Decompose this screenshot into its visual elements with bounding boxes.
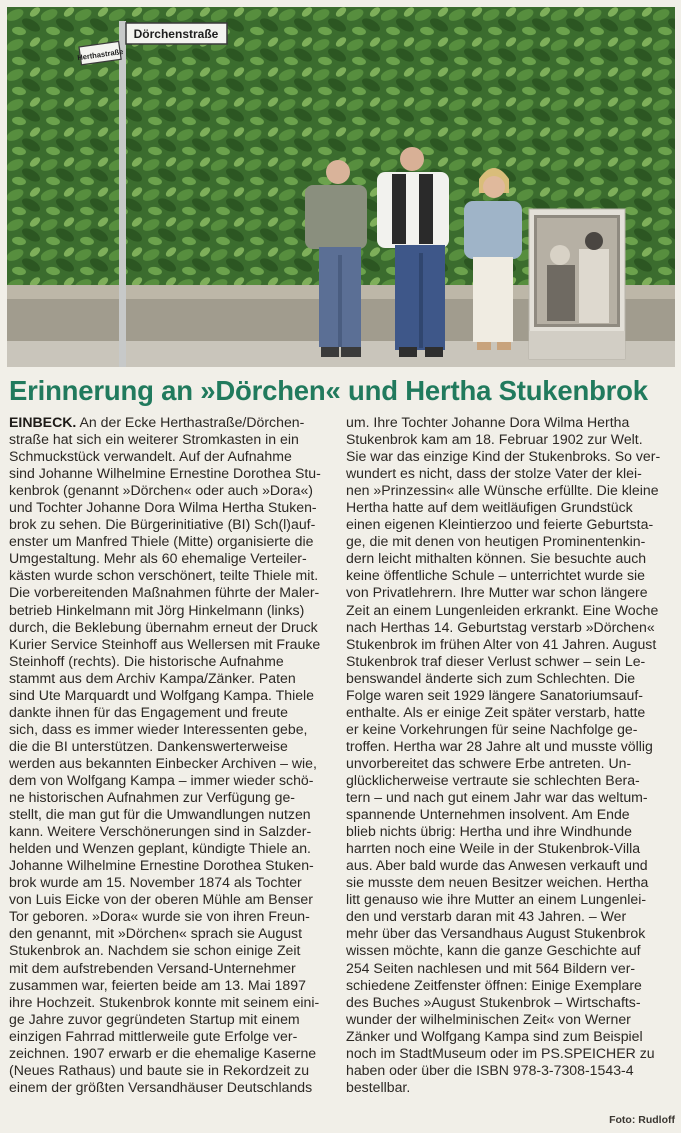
- street-sign-doerchenstrasse: Dörchenstraße: [133, 27, 219, 41]
- article-text-line: den genannt, mit »Dörchen« sprach sie August: [9, 925, 303, 942]
- article-text-line: Stukenbrok kam am 18. Februar 1902 zur Welt.: [346, 431, 643, 448]
- article-text-line: sind Johanne Wilhelmine Ernestine Dorothea Stu-: [9, 465, 321, 482]
- article-text-line: Zeit an einem Lungenleiden erkrankt. Eine Woche: [346, 601, 659, 618]
- article-text-line: den und verstarb daran mit 43 Jahren. – Wer: [346, 908, 627, 925]
- article-text-line: Zänker und Wolfgang Kampa sind zum Beispiel: [346, 1027, 643, 1044]
- article-text-line: [9, 414, 341, 431]
- article-text-line: aus. Aber bald wurde das Anwesen verkauft und: [346, 857, 648, 874]
- article-text-line: stellt, die man gut für die Umwandlungen nutzen: [9, 806, 311, 823]
- article-text-line: durch, die Beklebung übernahm erneut der Druck: [9, 618, 318, 635]
- article-text-line: ne historischen Aufnahmen zur Verfügung ge-: [9, 789, 295, 806]
- article-text-line: des Buches »August Stukenbrok – Wirtschafts-: [346, 993, 641, 1010]
- article-text-line: Die vorbereitenden Maßnahmen führte der Maler-: [9, 584, 320, 601]
- article-text-line: harrten noch eine Weile in der Stukenbrok-Villa: [346, 840, 641, 857]
- article-column-right: [346, 414, 674, 1096]
- article-text-line: Johanne Wilhelmine Ernestine Dorothea Stuken-: [9, 857, 314, 874]
- article-text-line: kann. Weitere Verschönerungen sind in Salzder-: [9, 823, 312, 840]
- article-text-line: von Luis Eicke von der oberen Mühle am Benser: [9, 891, 313, 908]
- article-text-line: zeichnen. 1907 erwarb er die ehemalige Kaserne: [9, 1044, 317, 1061]
- photo-illustration: [7, 7, 675, 367]
- article-dateline: EINBECK.: [9, 414, 77, 430]
- article-text-line: Hertha hatte auf dem weitläufigen Grundstück: [346, 499, 633, 516]
- article-text-line: 254 Seiten nachlesen und mit 564 Bildern ver-: [346, 959, 636, 976]
- article-text-line: troffen. Hertha war 28 Jahre alt und musste völlig: [346, 737, 653, 754]
- article-text-line: Sie war das einzige Kind der Stukenbroks. So ver-: [346, 448, 661, 465]
- article-text-line: kästen wurde schon verschönert, teilte Thiele mit.: [9, 567, 319, 584]
- article-text-line: brok wurde am 15. November 1874 als Tochter: [9, 874, 302, 891]
- article-text-line: einen eigenen Kleintierzoo und feierte Geburtsta-: [346, 516, 654, 533]
- article-text-line: betrieb Hinkelmann mit Jörg Hinkelmann (links): [9, 601, 305, 618]
- article-text-line: zusammen war, feierten beide am 13. Mai 1897: [9, 976, 306, 993]
- article-text-line: kenbrok (genannt »Dörchen« oder auch »Dora«): [9, 482, 313, 499]
- article-text-line: glücklicherweise vertraute sie schlechten Bera-: [346, 771, 640, 788]
- article-photo: [7, 7, 675, 367]
- article-text-line: um. Ihre Tochter Johanne Dora Wilma Hertha: [346, 414, 630, 430]
- article-text-line: enthalte. Als er einige Zeit später verstarb, hatte: [346, 703, 646, 720]
- article-text-line: dem von Wolfgang Kampa – immer wieder schö-: [9, 771, 314, 788]
- article-text-line: wissen möchte, kann die ganze Geschichte auf: [346, 942, 641, 959]
- article-text-line: Folge waren seit 1929 längere Sanatoriumsauf-: [346, 686, 643, 703]
- article-text-line: und Tochter Johanne Dora Wilma Hertha Stuken-: [9, 499, 317, 516]
- article-text-line: blieb nichts übrig: Hertha und ihre Windhunde: [346, 823, 632, 840]
- article-text-line: Schmuckstück verwandelt. Auf der Aufnahme: [9, 448, 292, 465]
- article-text-line: ge Jahre zuvor gegründeten Startup mit einem: [9, 1010, 300, 1027]
- street-sign-herthastrasse: Herthastraße: [76, 46, 124, 63]
- article-text-line: werden aus bekannten Einbecker Archiven – wie,: [9, 754, 317, 771]
- article-text-line: dankte ihnen für das Engagement und freute: [9, 703, 288, 720]
- article-text-line: sind Ute Marquardt und Wolfgang Kampa. Thiele: [9, 686, 315, 703]
- article-text-line: tern – und nach gut einem Jahr war das weltum-: [346, 789, 648, 806]
- article-text-line: stammt aus dem Archiv Kampa/Zänker. Paten: [9, 669, 296, 686]
- article-text-line: spannende Unternehmen insolvent. Am Ende: [346, 806, 630, 823]
- article-text-line: nen »Prinzessin« alle Wünsche erfüllte. Die kleine: [346, 482, 659, 499]
- article-text-line: straße hat sich ein weiterer Stromkasten in ein: [9, 431, 299, 448]
- article-text-line: benswandel änderte sich zum Schlechten. Die: [346, 669, 636, 686]
- article-text-line: er keine Vorkehrungen für seine Nachfolge ge-: [346, 720, 638, 737]
- article-text-line: nach Herthas 14. Geburtstag verstarb »Dörchen«: [346, 618, 655, 635]
- article-text-line: ihre Hochzeit. Stukenbrok konnte mit seinem eini-: [9, 993, 320, 1010]
- decorated-electrical-box: [529, 209, 625, 359]
- article-text-line: Umgestaltung. Mehr als 60 ehemalige Verteiler-: [9, 550, 307, 567]
- photo-credit: Foto: Rudloff: [609, 1114, 675, 1126]
- article-text-line: litt genauso wie ihre Mutter an einem Lungenlei-: [346, 891, 647, 908]
- article-text-line: wundert es nicht, dass der stolze Vater der klei-: [346, 465, 642, 482]
- article-text-line: noch im StadtMuseum oder im PS.SPEICHER zu: [346, 1044, 655, 1061]
- article-text-line: die die BI unterstützen. Dankenswerterweise: [9, 737, 288, 754]
- article-text-line: (Neues Rathaus) und baute sie in Rekordzeit zu: [9, 1061, 310, 1078]
- article-text-line: ge, die mit denen von heutigen Prominentenkin-: [346, 533, 646, 550]
- article-text-line: einem der größten Versandhäuser Deutschlands: [9, 1078, 313, 1095]
- article-text-line: Tor geboren. »Dora« wurde sie von ihren Freun-: [9, 908, 310, 925]
- article-text-line: Kurier Service Steinhoff aus Wellersen mit Frauke: [9, 635, 321, 652]
- article-text-line: helden und Wenzen geplant, kündigte Thiele an.: [9, 840, 311, 857]
- article-text-line: von Privatlehrern. Ihre Mutter war schon längere: [346, 584, 648, 601]
- article-text-line: einzigen Fahrrad mittlerweile gute Erfolge ver-: [9, 1027, 298, 1044]
- article-headline: Erinnerung an »Dörchen« und Hertha Stukenbrok: [9, 375, 648, 406]
- article-text-line: sich, dass es immer wieder Interessenten gebe,: [9, 720, 308, 737]
- article-text: An der Ecke Herthastraße/Dörchen-: [76, 414, 305, 430]
- article-column-left: [9, 414, 341, 1096]
- article-text-line: enster um Manfred Thiele (Mitte) organisierte die: [9, 533, 314, 550]
- article-text-line: haben oder über die ISBN 978-3-7308-1543-4: [346, 1061, 634, 1078]
- article-text-line: sie musste dem neuen Besitzer weichen. Hertha: [346, 874, 649, 891]
- article-text-line: Stukenbrok im frühen Alter von 41 Jahren. August: [346, 635, 657, 652]
- article-text-line: brok zu sehen. Die Bürgerinitiative (BI) Sch(l)auf-: [9, 516, 316, 533]
- article-text-line: bestellbar.: [346, 1078, 411, 1095]
- article-text-line: keine öffentliche Schule – unterrichtet wurde sie: [346, 567, 646, 584]
- article-text-line: mit dem aufstrebenden Versand-Unternehmer: [9, 959, 296, 976]
- article-text-line: Steinhoff (rechts). Die historische Aufnahme: [9, 652, 284, 669]
- article-text-line: unvorbereitet das schwere Erbe antreten. Un-: [346, 754, 632, 771]
- article-text-line: schiedene Zeitfenster öffnen: Einige Exemplare: [346, 976, 642, 993]
- article-text-line: Stukenbrok traf dieser Verlust schwer – sein Le-: [346, 652, 646, 669]
- article-text-line: mehr über das Versandhaus August Stukenbrok: [346, 925, 646, 942]
- article-text-line: Stukenbrok an. Nachdem sie schon einige Zeit: [9, 942, 301, 959]
- article-text-line: dern leicht mithalten können. Sie besuchte auch: [346, 550, 647, 567]
- article-text-line: wunder der wilhelminischen Zeit« von Werner: [346, 1010, 631, 1027]
